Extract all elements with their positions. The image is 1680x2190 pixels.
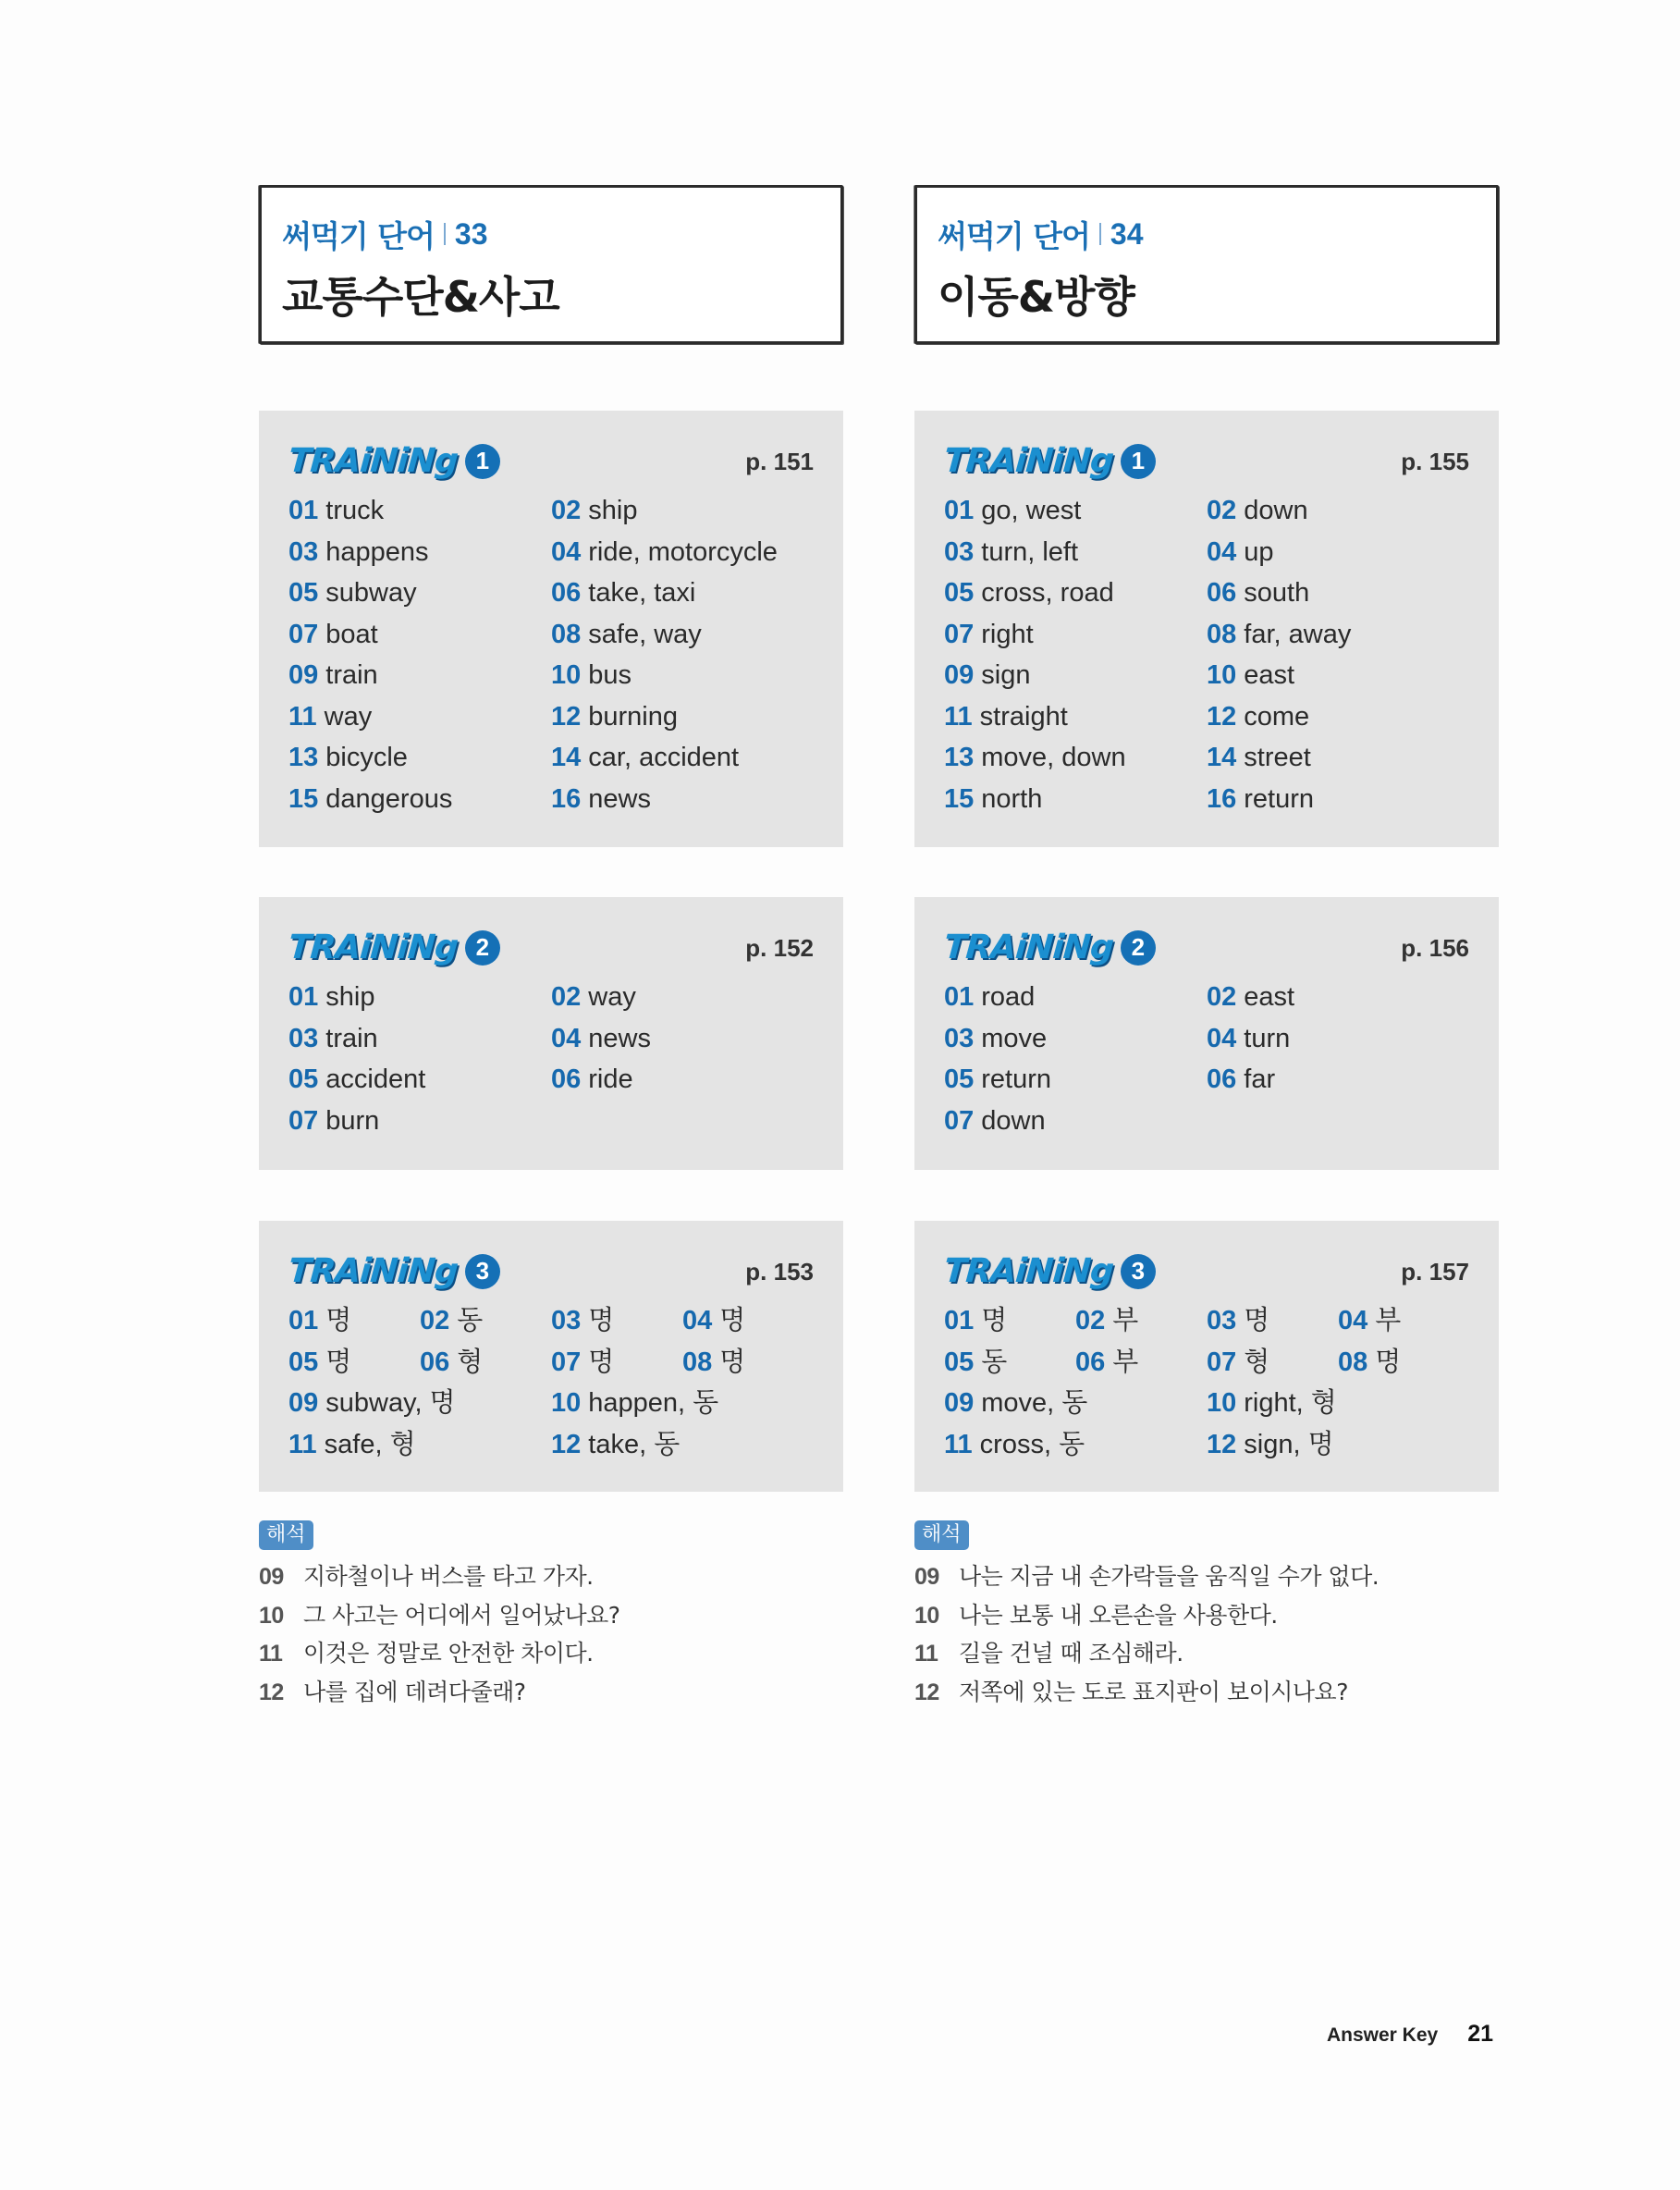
- answer-item: [551, 614, 814, 656]
- training-number-badge: 2: [1121, 930, 1156, 966]
- translation-line: [914, 1557, 1499, 1596]
- answer-number: 13: [944, 743, 975, 772]
- answer-text: move: [981, 1023, 1048, 1053]
- answer-text: cross, 동: [979, 1429, 1085, 1459]
- answer-item: [1207, 1342, 1338, 1384]
- translation-line: [259, 1557, 843, 1596]
- training-logo-text: TRAiNiNg: [942, 442, 1115, 480]
- answer-item: [1207, 1383, 1469, 1424]
- answer-item: [551, 1059, 814, 1101]
- answer-number: 04: [1338, 1306, 1368, 1335]
- answer-item: [1207, 1300, 1338, 1342]
- unit-header-box: [259, 185, 843, 344]
- translation-number: 11: [914, 1641, 938, 1667]
- answer-number: 07: [944, 619, 975, 649]
- answer-item: [944, 490, 1207, 532]
- answer-text: safe, way: [588, 619, 702, 649]
- answer-item: [551, 572, 814, 614]
- answer-text: sign: [981, 660, 1031, 690]
- training-logo-text: TRAiNiNg: [287, 1252, 460, 1290]
- answer-text: street: [1244, 743, 1311, 772]
- translation-number: 09: [914, 1564, 939, 1590]
- answer-number: 09: [288, 1388, 319, 1418]
- answer-text: 명: [325, 1306, 352, 1335]
- answer-number: 13: [288, 743, 319, 772]
- answer-number: 11: [288, 1429, 317, 1459]
- answer-number: 09: [288, 660, 319, 690]
- answer-number: 05: [944, 1064, 975, 1094]
- answer-text: 명: [588, 1306, 615, 1335]
- answer-item: [288, 696, 551, 738]
- answer-item: [682, 1300, 814, 1342]
- answer-text: happen, 동: [588, 1388, 719, 1418]
- answer-text: straight: [979, 701, 1068, 732]
- answer-text: return: [981, 1064, 1052, 1094]
- training-logo: [288, 442, 500, 480]
- page-reference: p. 153: [745, 1258, 814, 1286]
- answer-text: 명: [1244, 1306, 1270, 1335]
- answer-text: down: [1244, 496, 1308, 525]
- answer-number: 16: [551, 783, 582, 814]
- translation-text: 그 사고는 어디에서 일어났나요?: [303, 1601, 620, 1629]
- translation-badge: 해석: [259, 1520, 313, 1550]
- answer-grid: [944, 1300, 1469, 1465]
- answer-text: dangerous: [325, 783, 453, 814]
- answer-text: south: [1244, 578, 1310, 608]
- answer-text: happens: [325, 536, 429, 567]
- answer-number: 04: [1207, 536, 1237, 567]
- answer-number: 05: [944, 1347, 975, 1377]
- answer-item: [551, 737, 814, 779]
- training-header: [944, 1252, 1469, 1300]
- answer-text: bus: [588, 660, 632, 690]
- answer-text: truck: [325, 496, 385, 525]
- answer-text: return: [1244, 783, 1315, 814]
- page-reference: p. 157: [1401, 1258, 1469, 1286]
- answer-item: [1207, 1424, 1469, 1466]
- answer-number: 04: [682, 1306, 713, 1335]
- answer-number: 03: [551, 1306, 582, 1335]
- answer-text: east: [1244, 982, 1295, 1012]
- answer-item: [288, 779, 551, 820]
- answer-text: move, 동: [981, 1388, 1088, 1418]
- answer-item: [1338, 1300, 1469, 1342]
- answer-number: 01: [944, 1306, 975, 1335]
- answer-number: 06: [1207, 578, 1237, 608]
- answer-item: [944, 532, 1207, 573]
- answer-item: [288, 1059, 551, 1101]
- training-logo: [944, 442, 1156, 480]
- answer-item: [944, 737, 1207, 779]
- answer-number: 05: [288, 1064, 319, 1094]
- answer-number: 14: [1207, 743, 1237, 772]
- answer-text: 명: [719, 1347, 746, 1377]
- unit-title: 교통수단&사고: [282, 272, 559, 322]
- answer-item: [288, 614, 551, 656]
- answer-item: [288, 977, 551, 1018]
- answer-number: 09: [944, 660, 975, 690]
- answer-text: turn: [1244, 1023, 1291, 1053]
- training-number-badge: 1: [1121, 444, 1156, 479]
- unit-label-text: 써먹기 단어: [282, 217, 435, 254]
- training-panel-2: [259, 897, 843, 1170]
- answer-item: [288, 737, 551, 779]
- answer-item: [944, 1424, 1207, 1466]
- answer-text: turn, left: [981, 536, 1079, 567]
- answer-number: 06: [551, 578, 582, 608]
- answer-text: ship: [325, 982, 375, 1012]
- translation-number: 12: [914, 1679, 939, 1705]
- answer-number: 01: [288, 1306, 319, 1335]
- answer-item: [288, 1424, 551, 1466]
- answer-item: [1207, 977, 1469, 1018]
- translation-number: 11: [259, 1641, 283, 1667]
- translation-line: [259, 1596, 843, 1635]
- answer-number: 01: [944, 496, 975, 525]
- answer-text: right: [981, 619, 1034, 649]
- answer-text: far: [1244, 1064, 1276, 1094]
- answer-number: 09: [944, 1388, 975, 1418]
- unit-label-text: 써먹기 단어: [938, 217, 1090, 254]
- answer-text: ride, motorcycle: [588, 536, 778, 567]
- answer-number: 08: [682, 1347, 713, 1377]
- translation-number: 12: [259, 1679, 284, 1705]
- unit-number: 34: [1110, 216, 1144, 251]
- answer-item: [944, 977, 1207, 1018]
- answer-number: 02: [551, 496, 582, 525]
- answer-number: 02: [1207, 496, 1237, 525]
- answer-item: [551, 1424, 814, 1466]
- training-number-badge: 1: [465, 444, 500, 479]
- answer-item: [1207, 572, 1469, 614]
- answer-text: way: [588, 982, 636, 1012]
- translation-text: 길을 건널 때 조심해라.: [959, 1640, 1183, 1667]
- answer-item: [420, 1300, 551, 1342]
- answer-item: [944, 614, 1207, 656]
- answer-item: [944, 1383, 1207, 1424]
- unit-label: [282, 215, 820, 252]
- answer-text: bicycle: [325, 743, 408, 772]
- answer-number: 15: [288, 783, 319, 814]
- training-header: [944, 442, 1469, 490]
- translation-text: 나는 지금 내 손가락들을 움직일 수가 없다.: [959, 1563, 1380, 1590]
- answer-number: 07: [944, 1105, 975, 1136]
- answer-text: 부: [1375, 1306, 1402, 1335]
- answer-number: 03: [944, 536, 975, 567]
- answer-number: 08: [1207, 619, 1237, 649]
- training-header: [288, 442, 814, 490]
- answer-item: [1207, 1018, 1469, 1060]
- answer-text: 명: [981, 1306, 1008, 1335]
- answer-text: 형: [1244, 1347, 1270, 1377]
- answer-text: way: [324, 701, 373, 732]
- answer-text: 부: [1112, 1347, 1139, 1377]
- answer-text: 부: [1112, 1306, 1139, 1335]
- answer-grid: [288, 977, 814, 1141]
- answer-grid: [944, 490, 1469, 819]
- translation-line: [259, 1634, 843, 1673]
- training-logo: [944, 929, 1156, 966]
- answer-number: 01: [288, 496, 319, 525]
- training-logo-text: TRAiNiNg: [287, 929, 460, 966]
- answer-item: [1075, 1300, 1207, 1342]
- answer-number: 03: [944, 1023, 975, 1053]
- training-number-badge: 3: [465, 1254, 500, 1289]
- answer-item: [551, 655, 814, 696]
- answer-text: 명: [1375, 1347, 1402, 1377]
- answer-text: down: [981, 1105, 1046, 1136]
- answer-number: 04: [551, 536, 582, 567]
- answer-text: 명: [588, 1347, 615, 1377]
- answer-text: news: [588, 1023, 651, 1053]
- answer-text: take, 동: [588, 1429, 681, 1459]
- answer-number: 11: [944, 701, 973, 732]
- translation-text: 이것은 정말로 안전한 차이다.: [303, 1640, 594, 1667]
- translation-line: [914, 1596, 1499, 1635]
- answer-item: [551, 696, 814, 738]
- page-reference: p. 151: [745, 448, 814, 475]
- answer-number: 04: [1207, 1023, 1237, 1053]
- training-logo-text: TRAiNiNg: [942, 929, 1115, 966]
- answer-number: 05: [944, 578, 975, 608]
- answer-text: car, accident: [588, 743, 740, 772]
- training-panel-1: [914, 411, 1499, 847]
- unit-number: 33: [454, 216, 488, 251]
- right-column: [914, 185, 1499, 1705]
- answer-text: news: [588, 783, 651, 814]
- answer-text: take, taxi: [588, 578, 696, 608]
- answer-text: train: [325, 660, 378, 690]
- translation-text: 나를 집에 데려다줄래?: [303, 1678, 526, 1705]
- answer-text: safe, 형: [324, 1429, 416, 1459]
- answer-item: [1338, 1342, 1469, 1384]
- answer-item: [288, 1300, 420, 1342]
- training-number-badge: 3: [1121, 1254, 1156, 1289]
- answer-item: [944, 1101, 1207, 1142]
- answer-number: 12: [1207, 701, 1237, 732]
- answer-number: 05: [288, 578, 319, 608]
- answer-item: [944, 779, 1207, 820]
- answer-number: 03: [1207, 1306, 1237, 1335]
- answer-text: 동: [457, 1306, 484, 1335]
- answer-item: [288, 1383, 551, 1424]
- answer-item: [944, 1018, 1207, 1060]
- answer-item: [288, 1018, 551, 1060]
- answer-item: [288, 572, 551, 614]
- answer-grid: [288, 490, 814, 819]
- answer-text: 명: [325, 1347, 352, 1377]
- training-logo-text: TRAiNiNg: [942, 1252, 1115, 1290]
- answer-text: move, down: [981, 743, 1126, 772]
- answer-item: [288, 532, 551, 573]
- answer-item: [551, 977, 814, 1018]
- answer-text: train: [325, 1023, 378, 1053]
- training-panel-3: [259, 1221, 843, 1492]
- answer-text: go, west: [981, 496, 1082, 525]
- answer-number: 06: [1075, 1347, 1106, 1377]
- answer-text: 동: [981, 1347, 1008, 1377]
- answer-number: 06: [420, 1347, 450, 1377]
- answer-number: 03: [288, 536, 319, 567]
- answer-number: 07: [551, 1347, 582, 1377]
- translation-line: [259, 1673, 843, 1712]
- training-panel-3: [914, 1221, 1499, 1492]
- translation-badge: 해석: [914, 1520, 969, 1550]
- answer-item: [551, 779, 814, 820]
- answer-grid: [944, 977, 1469, 1141]
- answer-text: 명: [719, 1306, 746, 1335]
- answer-text: subway: [325, 578, 417, 608]
- translation-number: 10: [914, 1602, 939, 1629]
- answer-item: [682, 1342, 814, 1384]
- answer-number: 12: [551, 701, 582, 732]
- answer-text: sign, 명: [1244, 1429, 1334, 1459]
- answer-number: 12: [551, 1429, 582, 1459]
- answer-text: far, away: [1244, 619, 1352, 649]
- left-column: [259, 185, 843, 1705]
- answer-item: [944, 572, 1207, 614]
- answer-item: [551, 1018, 814, 1060]
- answer-item: [551, 1342, 682, 1384]
- answer-number: 11: [288, 701, 317, 732]
- translation-section: [259, 1520, 843, 1711]
- answer-item: [944, 655, 1207, 696]
- answer-text: ship: [588, 496, 638, 525]
- answer-number: 06: [551, 1064, 582, 1094]
- answer-item: [420, 1342, 551, 1384]
- training-header: [944, 929, 1469, 977]
- answer-number: 08: [551, 619, 582, 649]
- answer-number: 08: [1338, 1347, 1368, 1377]
- answer-number: 07: [288, 619, 319, 649]
- training-panel-1: [259, 411, 843, 847]
- answer-text: cross, road: [981, 578, 1114, 608]
- answer-number: 02: [1207, 982, 1237, 1012]
- answer-item: [944, 1342, 1075, 1384]
- answer-text: north: [981, 783, 1043, 814]
- translation-number: 10: [259, 1602, 284, 1629]
- answer-text: up: [1244, 536, 1274, 567]
- answer-text: right, 형: [1244, 1388, 1337, 1418]
- answer-item: [288, 1101, 551, 1142]
- training-panel-2: [914, 897, 1499, 1170]
- answer-number: 02: [420, 1306, 450, 1335]
- answer-item: [944, 696, 1207, 738]
- training-number-badge: 2: [465, 930, 500, 966]
- page-number: 21: [1467, 2021, 1493, 2047]
- answer-number: 03: [288, 1023, 319, 1053]
- answer-text: come: [1244, 701, 1310, 732]
- answer-item: [551, 532, 814, 573]
- training-logo: [288, 929, 500, 966]
- answer-item: [1207, 655, 1469, 696]
- footer-label: Answer Key: [1326, 2024, 1439, 2046]
- answer-number: 01: [944, 982, 975, 1012]
- divider: [1099, 223, 1101, 245]
- answer-item: [1207, 696, 1469, 738]
- answer-item: [944, 1059, 1207, 1101]
- answer-number: 11: [944, 1429, 973, 1459]
- training-logo: [288, 1252, 500, 1290]
- unit-title: 이동&방향: [938, 272, 1134, 322]
- answer-item: [551, 490, 814, 532]
- answer-number: 07: [1207, 1347, 1237, 1377]
- translation-line: [914, 1634, 1499, 1673]
- answer-number: 02: [551, 982, 582, 1012]
- unit-label: [938, 215, 1476, 252]
- answer-item: [1207, 737, 1469, 779]
- answer-text: east: [1244, 660, 1295, 690]
- answer-item: [288, 1342, 420, 1384]
- answer-number: 02: [1075, 1306, 1106, 1335]
- training-header: [288, 929, 814, 977]
- answer-number: 04: [551, 1023, 582, 1053]
- answer-number: 10: [1207, 1388, 1237, 1418]
- answer-text: accident: [325, 1064, 426, 1094]
- answer-number: 07: [288, 1105, 319, 1136]
- translation-text: 지하철이나 버스를 타고 가자.: [303, 1563, 594, 1590]
- answer-grid: [288, 1300, 814, 1465]
- page-reference: p. 152: [745, 934, 814, 962]
- answer-item: [551, 1300, 682, 1342]
- answer-number: 10: [551, 660, 582, 690]
- answer-text: boat: [325, 619, 378, 649]
- answer-number: 12: [1207, 1429, 1237, 1459]
- training-logo-text: TRAiNiNg: [287, 442, 460, 480]
- translation-number: 09: [259, 1564, 284, 1590]
- answer-item: [1207, 490, 1469, 532]
- answer-text: subway, 명: [325, 1388, 456, 1418]
- answer-number: 14: [551, 743, 582, 772]
- answer-number: 01: [288, 982, 319, 1012]
- answer-number: 05: [288, 1347, 319, 1377]
- answer-item: [1207, 1059, 1469, 1101]
- translation-text: 저쪽에 있는 도로 표지판이 보이시나요?: [959, 1678, 1348, 1705]
- page-footer: [1327, 2021, 1493, 2048]
- divider: [444, 223, 446, 245]
- translation-text: 나는 보통 내 오른손을 사용한다.: [959, 1601, 1278, 1629]
- answer-item: [1207, 779, 1469, 820]
- answer-number: 10: [1207, 660, 1237, 690]
- page-reference: p. 155: [1401, 448, 1469, 475]
- answer-text: burning: [588, 701, 679, 732]
- translation-line: [914, 1673, 1499, 1712]
- answer-text: ride: [588, 1064, 633, 1094]
- answer-item: [1207, 532, 1469, 573]
- page-reference: p. 156: [1401, 934, 1469, 962]
- answer-number: 16: [1207, 783, 1237, 814]
- answer-item: [551, 1383, 814, 1424]
- answer-item: [288, 490, 551, 532]
- answer-item: [1207, 614, 1469, 656]
- answer-text: burn: [325, 1105, 380, 1136]
- answer-number: 10: [551, 1388, 582, 1418]
- unit-header-box: [914, 185, 1499, 344]
- answer-item: [1075, 1342, 1207, 1384]
- answer-item: [288, 655, 551, 696]
- answer-number: 15: [944, 783, 975, 814]
- answer-text: road: [981, 982, 1036, 1012]
- training-logo: [944, 1252, 1156, 1290]
- training-header: [288, 1252, 814, 1300]
- answer-number: 06: [1207, 1064, 1237, 1094]
- answer-text: 형: [457, 1347, 484, 1377]
- translation-section: [914, 1520, 1499, 1711]
- answer-item: [944, 1300, 1075, 1342]
